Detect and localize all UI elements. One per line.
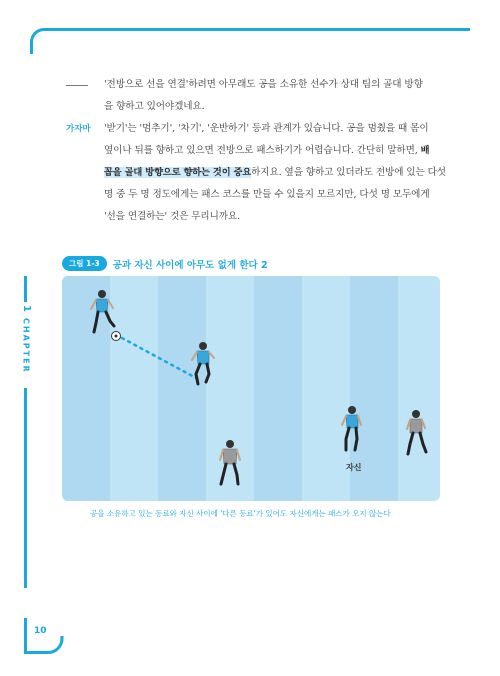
opponent-figure — [220, 440, 240, 484]
page-number: 10 — [34, 626, 47, 636]
dialogue-line — [104, 162, 446, 184]
pass-path-line — [122, 338, 196, 378]
dialogue-line: '받기'는 '멈추기', '차기', '운반하기' 등과 관계가 있습니다. 공을 멈췄을 때 몸이 — [104, 123, 429, 134]
chapter-number: 1 — [20, 305, 32, 312]
dialogue-line: '선을 연결하는' 것은 무리니까요. — [104, 211, 241, 222]
speaker-dash — [66, 85, 88, 86]
teammate-with-ball-figure — [91, 290, 114, 332]
dialogue-line-rest: 하지요. 옆을 향하고 있더라도 전방에 있는 다섯 — [251, 167, 446, 178]
page-number-bracket — [24, 618, 64, 654]
ball-icon — [112, 332, 121, 341]
highlighted-phrase: 꼽을 골대 방향으로 향하는 것이 중요 — [104, 167, 252, 178]
dialogue-line — [104, 140, 429, 162]
figure-badge: 그림 1-3 — [62, 256, 107, 271]
page-frame-top — [30, 28, 470, 54]
dialogue-line: 명 중 두 명 정도에게는 패스 코스를 만들 수 있을지 모르지만, 다섯 명 모두에게 — [104, 189, 430, 200]
field-figures — [62, 276, 440, 501]
figure-note: 공을 소유하고 있는 동료와 자신 사이에 '다른 동료'가 있어도 자신에게는 패스가 오지 않는다 — [90, 509, 391, 518]
teammate-middle-figure — [192, 342, 214, 384]
page-frame-left-upper — [24, 276, 27, 302]
speaker-name: 가자마 — [66, 124, 91, 134]
page-frame-left-lower — [24, 388, 27, 588]
figure-caption — [62, 256, 268, 271]
self-label: 자신 — [346, 463, 362, 472]
dialogue-line-text: 옆이나 뒤를 향하고 있으면 전방으로 패스하기가 어렵습니다. 간단히 말하면, — [104, 145, 418, 156]
chapter-tab — [18, 303, 34, 385]
self-figure — [342, 406, 361, 450]
figure-title: 공과 자신 사이에 아무도 없게 한다 2 — [112, 259, 268, 271]
dialogue-line: '전방으로 선을 연결'하려면 아무래도 공을 소유한 선수가 상대 팀의 골대 방향 — [104, 79, 423, 90]
chapter-label: CHAPTER — [21, 318, 31, 374]
soccer-field-illustration — [62, 276, 440, 501]
dialogue-line: 을 향하고 있어야겠네요. — [104, 101, 205, 112]
bold-word: 배 — [420, 145, 430, 156]
opponent-figure — [407, 410, 426, 454]
